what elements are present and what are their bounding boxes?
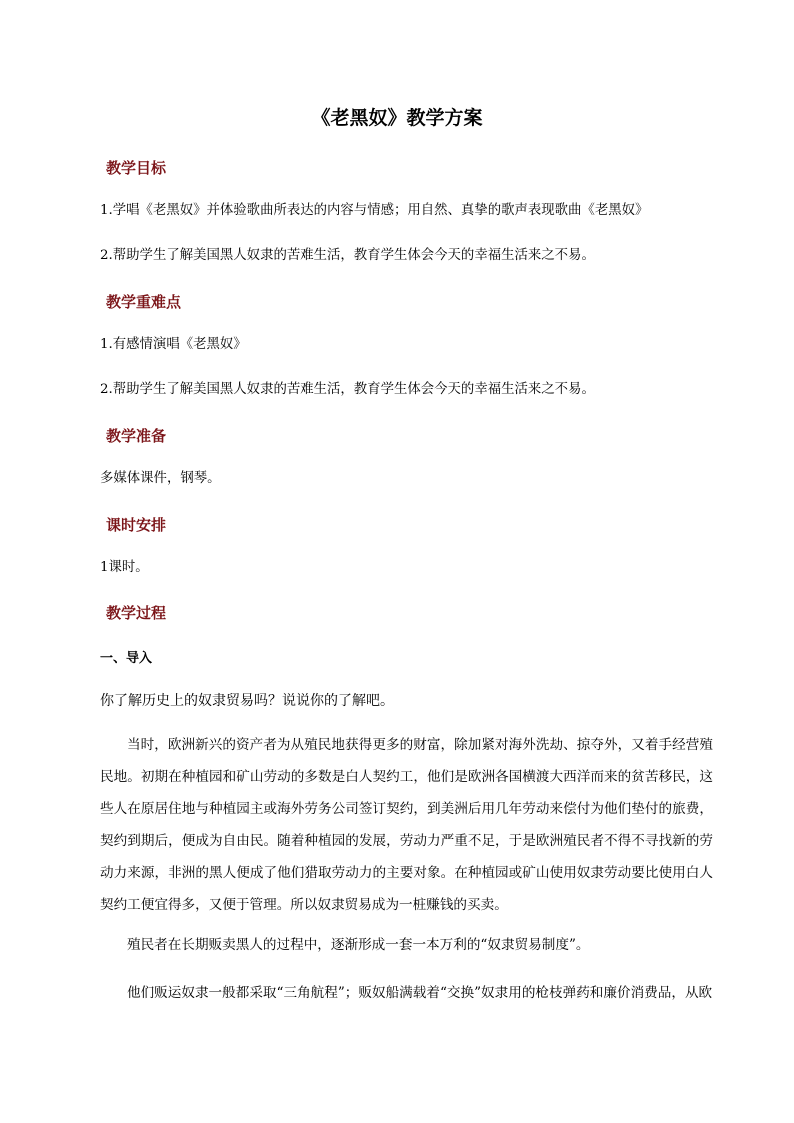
heading-key-points: 教学重难点 xyxy=(106,293,182,311)
triangle-route-paragraph: 他们贩运奴隶一般都采取“三角航程”；贩奴船满载着“交换”奴隶用的枪枝弹药和廉价消费品，从欧 xyxy=(127,985,713,1001)
goal-item-1: 1.学唱《老黑奴》并体验歌曲所表达的内容与情感；用自然、真挚的歌声表现歌曲《老黑奴》 xyxy=(100,203,649,218)
intro-question: 你了解历史上的奴隶贸易吗？说说你的了解吧。 xyxy=(100,693,394,709)
heading-preparation: 教学准备 xyxy=(106,427,167,445)
key-point-item-2: 2.帮助学生了解美国黑人奴隶的苦难生活，教育学生体会今天的幸福生活来之不易。 xyxy=(100,382,595,397)
heading-process: 教学过程 xyxy=(106,604,167,622)
subheading-intro: 一、导入 xyxy=(100,651,153,666)
goal-item-2: 2.帮助学生了解美国黑人奴隶的苦难生活，教育学生体会今天的幸福生活来之不易。 xyxy=(100,248,595,263)
history-paragraph: 当时，欧洲新兴的资产者为从殖民地获得更多的财富，除加紧对海外洗劫、掠夺外，又着手经营殖民地。初期在种植园和矿山劳动的多数是白人契约工，他们是欧洲各国横渡大西洋而来的贫苦移民，这些人在原居住地与种植园主或海外劳务公司签订契约，到美洲后用几年劳动来偿付为他们垫付的旅费，契约到期后，便成为自由民。随着种植园的发展，劳动力严重不足，于是欧洲殖民者不得不寻找新的劳动力来源，非洲的黑人便成了他们猎取劳动力的主要对象。在种植园或矿山使用奴隶劳动要比使用白人契约工便宜得多，又便于管理。所以奴隶贸易成为一桩赚钱的买卖。 xyxy=(100,737,713,913)
heading-goals: 教学目标 xyxy=(106,159,167,177)
trade-system-paragraph: 殖民者在长期贩卖黑人的过程中，逐渐形成一套一本万利的“奴隶贸易制度”。 xyxy=(127,937,590,953)
document-title: 《老黑奴》教学方案 xyxy=(311,107,483,129)
key-point-item-1: 1.有感情演唱《老黑奴》 xyxy=(100,337,247,352)
schedule-text: 1课时。 xyxy=(100,560,149,575)
heading-schedule: 课时安排 xyxy=(106,516,167,534)
preparation-text: 多媒体课件，钢琴。 xyxy=(100,471,221,486)
